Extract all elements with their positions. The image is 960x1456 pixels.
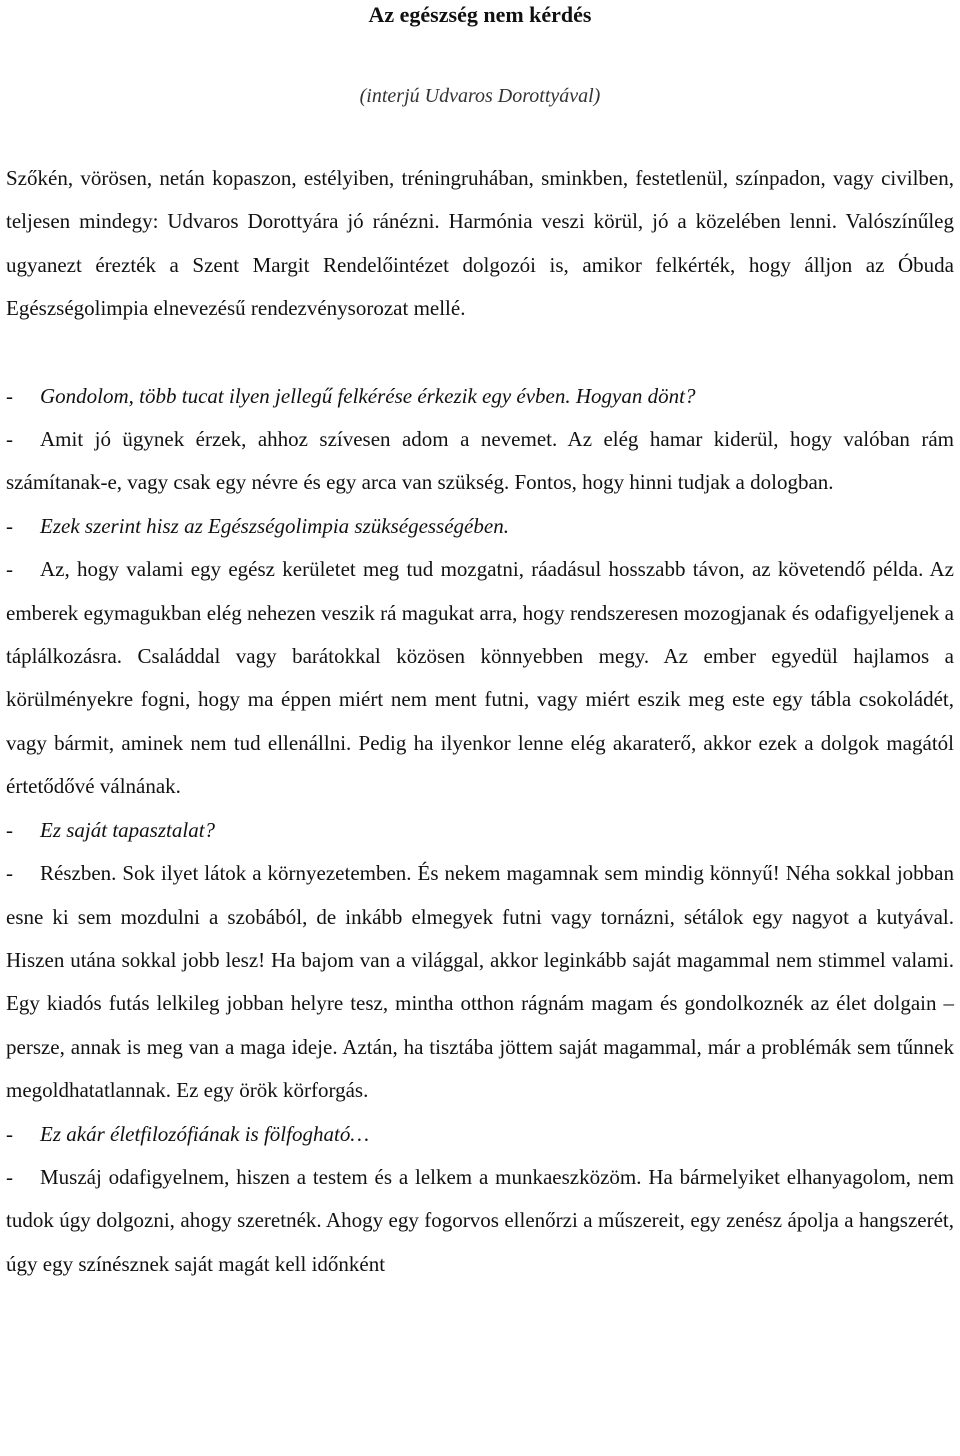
interview-question (6, 375, 954, 418)
dialogue-dash: - (6, 427, 13, 452)
dialogue-dash: - (6, 817, 13, 842)
exchange-text: Az, hogy valami egy egész kerületet meg tud mozgatni, ráadásul hosszabb távon, az követendő példa. Az emberek egymagukban elég nehezen veszik rá magukat arra, hogy rendszeresen mozogjanak és odafigyeljenek a táplálkozásra. Családdal vagy barátokkal közösen könnyebben megy. Az ember egyedül hajlamos a körülményekre fogni, hogy ma éppen miért nem ment futni, vagy miért eszik meg este egy tábla csokoládét, vagy bármit, aminek nem tud ellenállni. Pedig ha ilyenkor lenne elég akaraterő, akkor ezek a dolgok magától értetődővé válnának. (6, 557, 954, 799)
interview-question (6, 505, 954, 548)
dialogue-dash: - (6, 861, 13, 886)
interview-question (6, 809, 954, 852)
exchange-text: Részben. Sok ilyet látok a környezetemben. És nekem magamnak sem mindig könnyű! Néha sokkal jobban esne ki sem mozdulni a szobából, de inkább elmegyek futni vagy tornázni, sétálok egy nagyot a kutyával. Hiszen utána sokkal jobb lesz! Ha bajom van a világgal, akkor leginkább saját magammal nem stimmel valami. Egy kiadós futás lelkileg jobban helyre tesz, mintha otthon rágnám magam és gondolkoznék az élet dolgain – persze, annak is meg van a maga ideje. Aztán, ha tisztába jöttem saját magammal, már a problémák sem tűnnek megoldhatatlannak. Ez egy örök körforgás. (6, 861, 954, 1103)
document-title: Az egészség nem kérdés (368, 2, 592, 27)
interview-answer (6, 852, 954, 1112)
document-subtitle: (interjú Udvaros Dorottyával) (359, 85, 601, 107)
interview-exchanges (6, 375, 954, 1287)
exchange-text: Muszáj odafigyelnem, hiszen a testem és a lelkem a munkaeszközöm. Ha bármelyiket elhanyagolom, nem tudok úgy dolgozni, ahogy szeretnék. Ahogy egy fogorvos ellenőrzi a műszereit, egy zenész ápolja a hangszerét, úgy egy színésznek saját magát kell időnként (6, 1164, 954, 1276)
dialogue-dash: - (6, 1164, 13, 1189)
interview-answer (6, 1156, 954, 1286)
document-body (6, 157, 954, 1286)
exchange-text: Ezek szerint hisz az Egészségolimpia szükségességében. (40, 513, 509, 538)
dialogue-dash: - (6, 557, 13, 582)
exchange-text: Ez saját tapasztalat? (40, 817, 216, 842)
interview-answer (6, 418, 954, 505)
exchange-text: Ez akár életfilozófiának is fölfogható… (40, 1121, 369, 1146)
interview-answer (6, 548, 954, 808)
intro-paragraph: Szőkén, vörösen, netán kopaszon, estélyiben, tréningruhában, sminkben, festetlenül, színpadon, vagy civilben, teljesen mindegy: Udvaros Dorottyára jó ránézni. Harmónia veszi körül, jó a közelében lenni. Valószínűleg ugyanezt érezték a Szent Margit Rendelőintézet dolgozói is, amikor felkérték, hogy álljon az Óbuda Egészségolimpia elnevezésű rendezvénysorozat mellé. (6, 166, 954, 321)
exchange-text: Gondolom, több tucat ilyen jellegű felkérése érkezik egy évben. Hogyan dönt? (40, 383, 696, 408)
exchange-text: Amit jó ügynek érzek, ahhoz szívesen adom a nevemet. Az elég hamar kiderül, hogy valóban rám számítanak-e, vagy csak egy névre és egy arca van szükség. Fontos, hogy hinni tudjak a dologban. (6, 427, 954, 495)
dialogue-dash: - (6, 383, 13, 408)
dialogue-dash: - (6, 513, 13, 538)
interview-question (6, 1113, 954, 1156)
dialogue-dash: - (6, 1121, 13, 1146)
paragraph-gap (6, 331, 954, 375)
